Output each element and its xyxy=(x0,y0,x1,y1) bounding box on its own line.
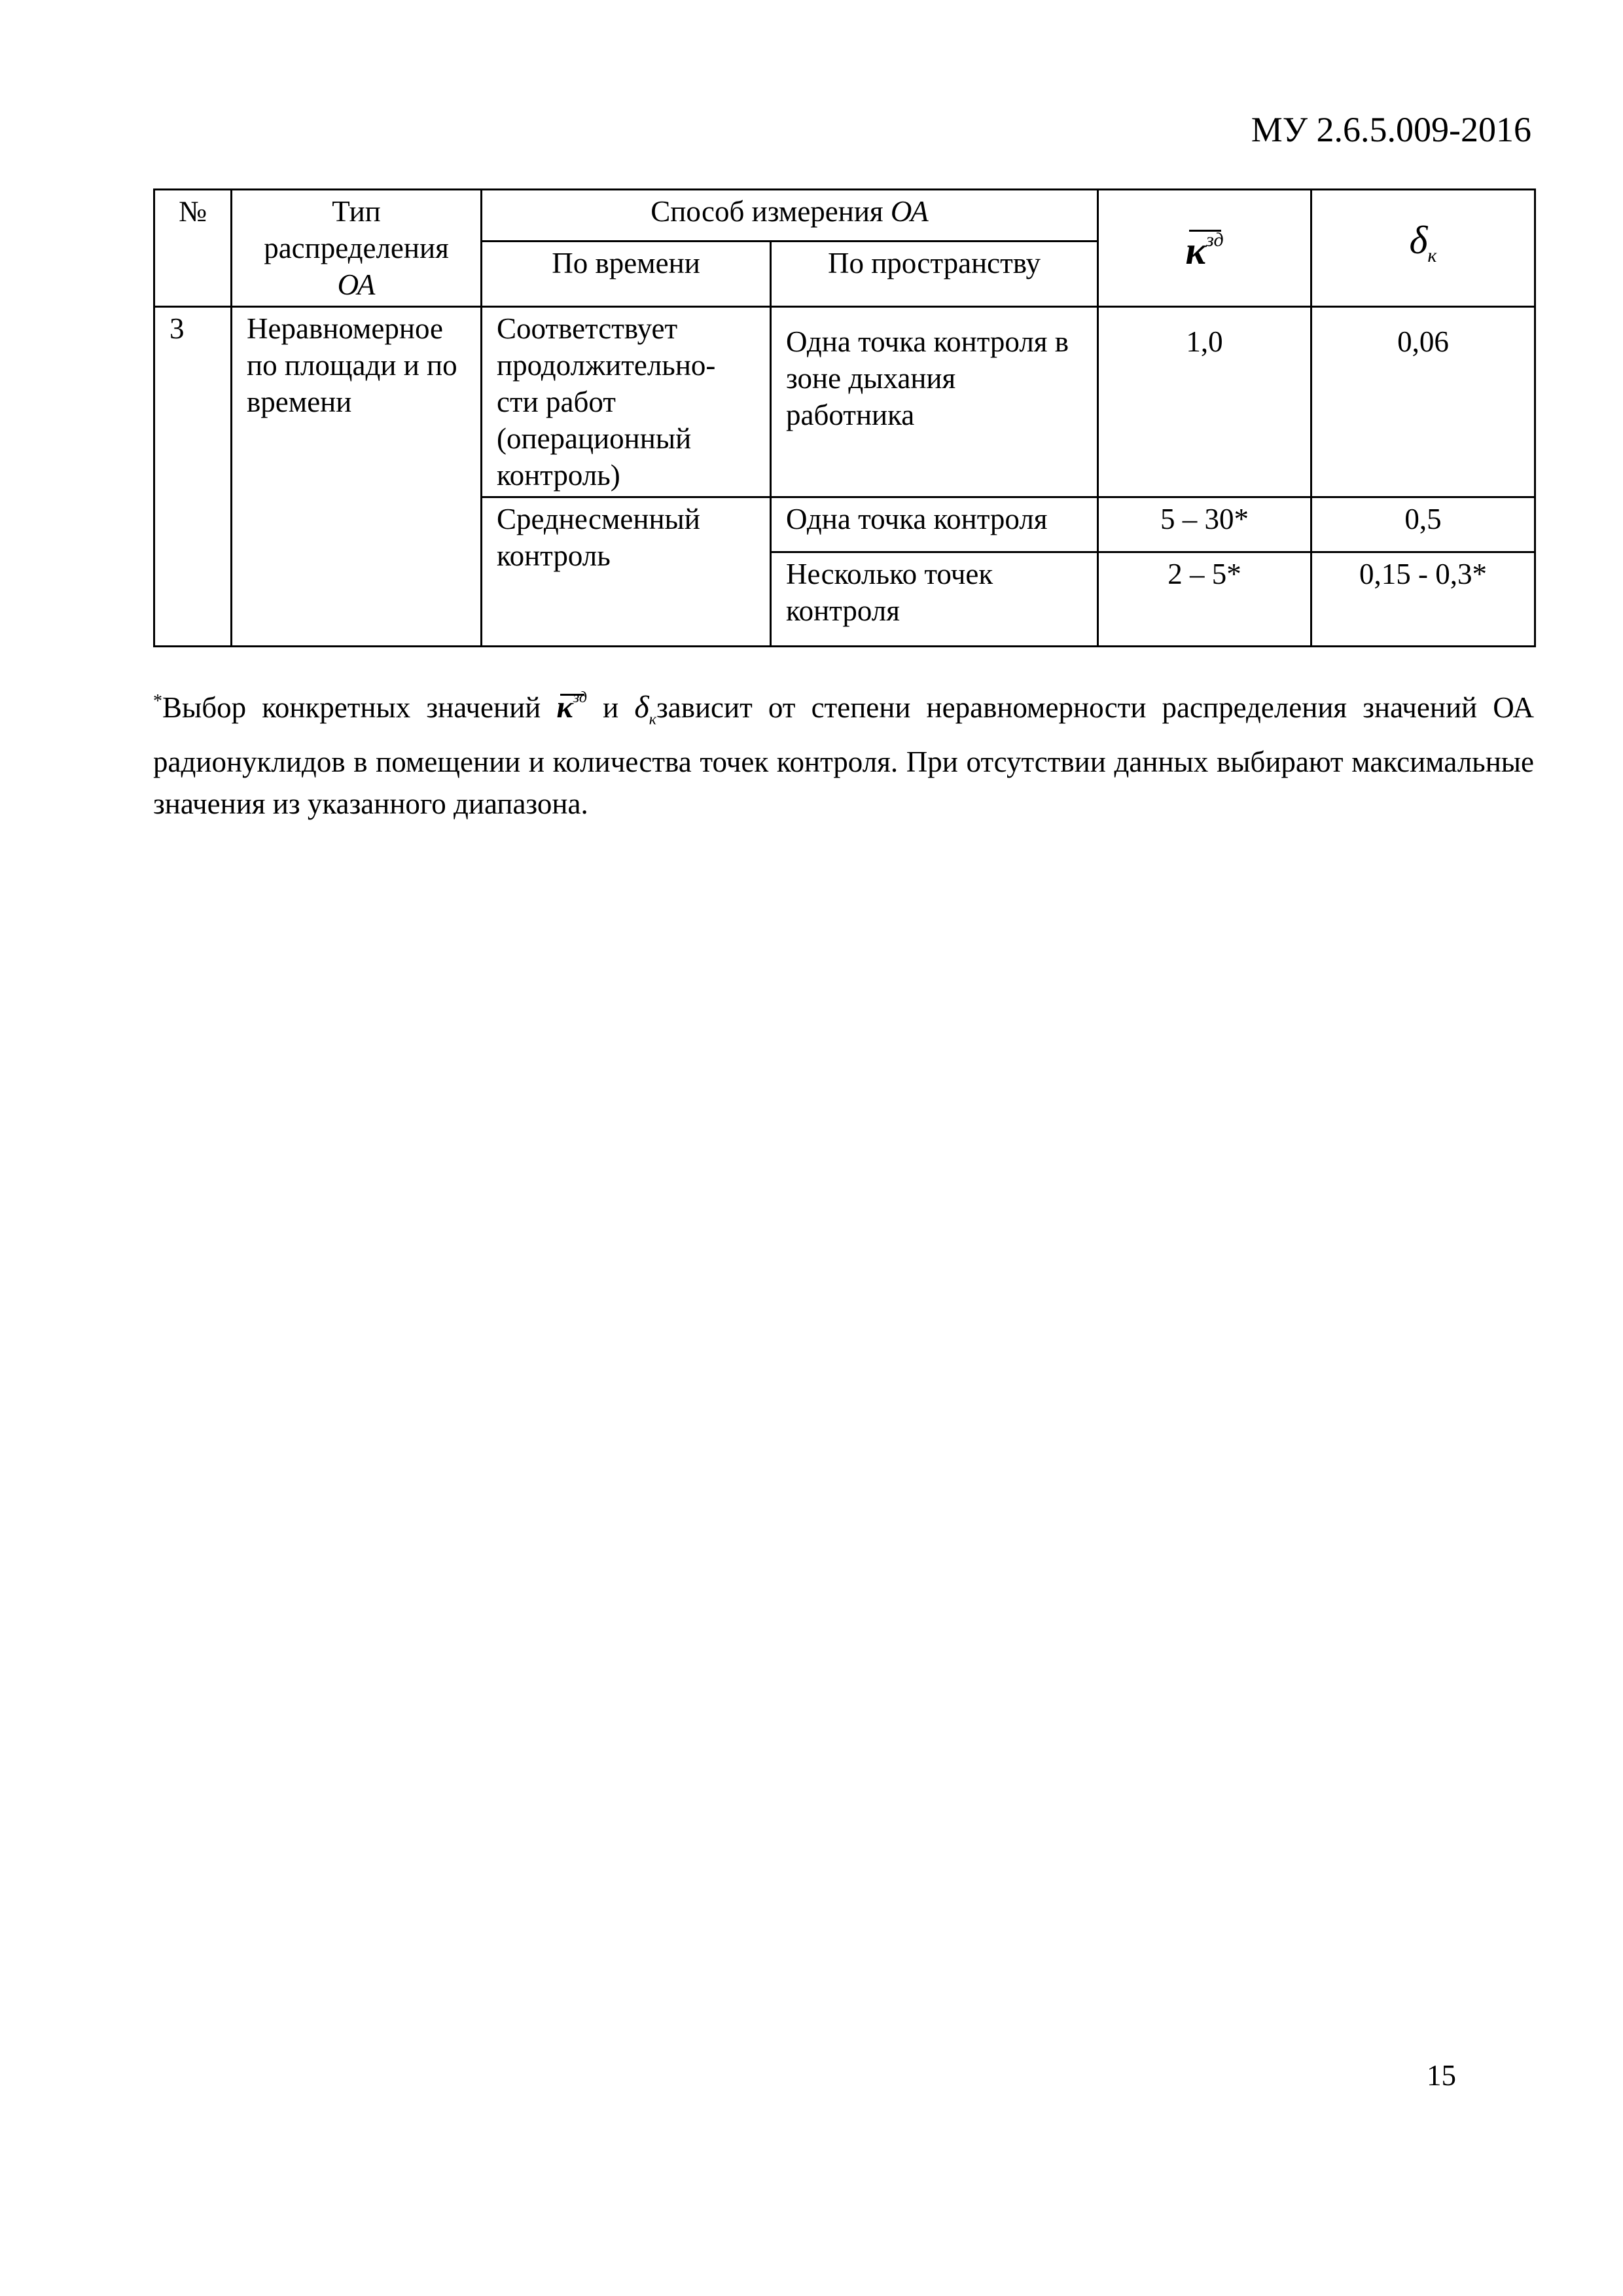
cell-type: Неравномерное по площади и по времени xyxy=(232,307,482,647)
footnote xyxy=(153,681,1534,825)
measurement-table xyxy=(153,188,1536,647)
footnote-kappa-symbol: $\kappa^{зд}$ xyxy=(556,689,588,725)
header-by-time: По времени xyxy=(482,242,771,307)
cell-kappa-a: 1,0 xyxy=(1098,307,1311,497)
cell-space-b1: Одна точка контроля xyxy=(771,497,1098,552)
cell-time-b: Среднесменный контроль xyxy=(482,497,771,647)
header-num: № xyxy=(154,190,232,307)
cell-kappa-b2: 2 – 5* xyxy=(1098,552,1311,647)
footnote-marker: * xyxy=(153,691,162,711)
header-by-space: По пространству xyxy=(771,242,1098,307)
footnote-text-3: зависит от степени неравномерности распределения значений ОА радионуклидов в помещении и количества точек контроля. При отсутствии данных выбирают максимальные значения из указанного диапазона. xyxy=(153,691,1535,820)
header-method xyxy=(482,190,1098,242)
cell-num: 3 xyxy=(154,307,232,647)
cell-delta-a: 0,06 xyxy=(1311,307,1535,497)
cell-time-a: Соответствует продолжительно-сти работ (операционный контроль) xyxy=(482,307,771,497)
header-type xyxy=(232,190,482,307)
kappa-symbol: $\kappa^{зд}$ xyxy=(1185,228,1224,272)
delta-symbol: $\delta_к$ xyxy=(1409,219,1437,266)
header-delta xyxy=(1311,190,1535,307)
header-method-unit: ОА xyxy=(890,195,929,228)
footnote-delta-symbol: $\delta_к$ xyxy=(634,690,656,728)
cell-delta-b1: 0,5 xyxy=(1311,497,1535,552)
cell-delta-b2: 0,15 - 0,3* xyxy=(1311,552,1535,647)
table-row xyxy=(154,307,1535,497)
header-type-unit: ОА xyxy=(337,268,376,301)
cell-space-b2: Несколько точек контроля xyxy=(771,552,1098,647)
header-row xyxy=(154,190,1535,242)
cell-kappa-b1: 5 – 30* xyxy=(1098,497,1311,552)
header-method-label: Способ измерения xyxy=(651,195,883,228)
footnote-text-1: Выбор конкретных значений xyxy=(162,691,541,724)
header-type-label: Тип распределения xyxy=(264,195,449,264)
page-number: 15 xyxy=(1427,2059,1456,2092)
footnote-text-2: и xyxy=(603,691,619,724)
document-code: МУ 2.6.5.009-2016 xyxy=(1251,110,1531,149)
header-kappa xyxy=(1098,190,1311,307)
cell-space-a: Одна точка контроля в зоне дыхания работника xyxy=(771,307,1098,497)
